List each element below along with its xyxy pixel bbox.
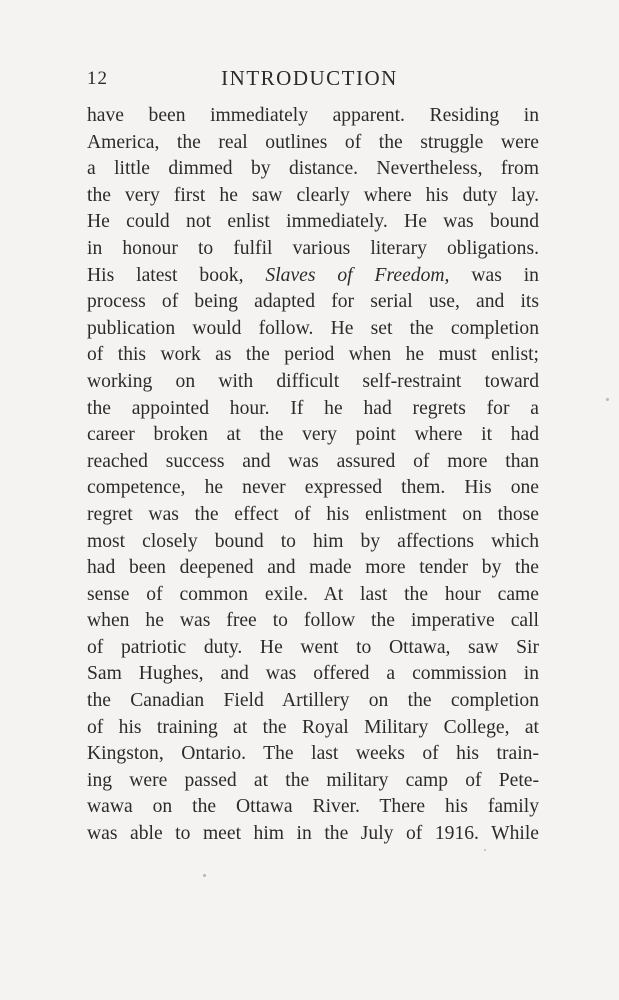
text-line: reached success and was assured of more than xyxy=(87,450,539,472)
text-line: He could not enlist immediately. He was bound xyxy=(87,211,539,233)
text-line: have been immediately apparent. Residing in xyxy=(87,105,539,126)
text-line: a little dimmed by distance. Nevertheless, from xyxy=(87,158,539,180)
text-line: of patriotic duty. He went to Ottawa, saw Sir xyxy=(87,636,539,658)
paper-speck xyxy=(203,874,206,877)
book-title: Slaves of Freedom, xyxy=(265,264,450,286)
text-line: Kingston, Ontario. The last weeks of his train- xyxy=(87,743,539,765)
text-line: ing were passed at the military camp of Pete- xyxy=(87,769,539,791)
paper-speck xyxy=(606,398,609,401)
page-number: 12 xyxy=(87,68,108,89)
text-line: when he was free to follow the imperative call xyxy=(87,610,539,632)
running-head: INTRODUCTION xyxy=(221,66,398,90)
text-line: working on with difficult self-restraint toward xyxy=(87,370,539,392)
text-line: was able to meet him in the July of 1916. While xyxy=(87,823,539,845)
text-line: career broken at the very point where it had xyxy=(87,424,539,446)
text-line: publication would follow. He set the completion xyxy=(87,317,539,339)
text-line: the appointed hour. If he had regrets for a xyxy=(87,397,539,419)
text-line: His latest book, Slaves of Freedom, was in xyxy=(87,264,539,286)
text-line: most closely bound to him by affections which xyxy=(87,530,539,552)
text-line: of this work as the period when he must enlist; xyxy=(87,344,539,366)
text-line: process of being adapted for serial use, and its xyxy=(87,291,539,313)
text-line: the Canadian Field Artillery on the completion xyxy=(87,690,539,712)
text-line: sense of common exile. At last the hour came xyxy=(87,583,539,605)
text-line: competence, he never expressed them. His one xyxy=(87,477,539,499)
text-line: of his training at the Royal Military College, at xyxy=(87,716,539,738)
text-line: regret was the effect of his enlistment on those xyxy=(87,503,539,525)
text-line: the very first he saw clearly where his duty lay. xyxy=(87,184,539,206)
body-text xyxy=(87,103,539,848)
paper-speck xyxy=(484,849,486,851)
text-line: had been deepened and made more tender by the xyxy=(87,557,539,579)
text-line: in honour to fulfil various literary obligations. xyxy=(87,237,539,259)
text-line: Sam Hughes, and was offered a commission in xyxy=(87,663,539,685)
text-line: America, the real outlines of the struggle were xyxy=(87,131,539,153)
text-line: wawa on the Ottawa River. There his family xyxy=(87,796,539,818)
